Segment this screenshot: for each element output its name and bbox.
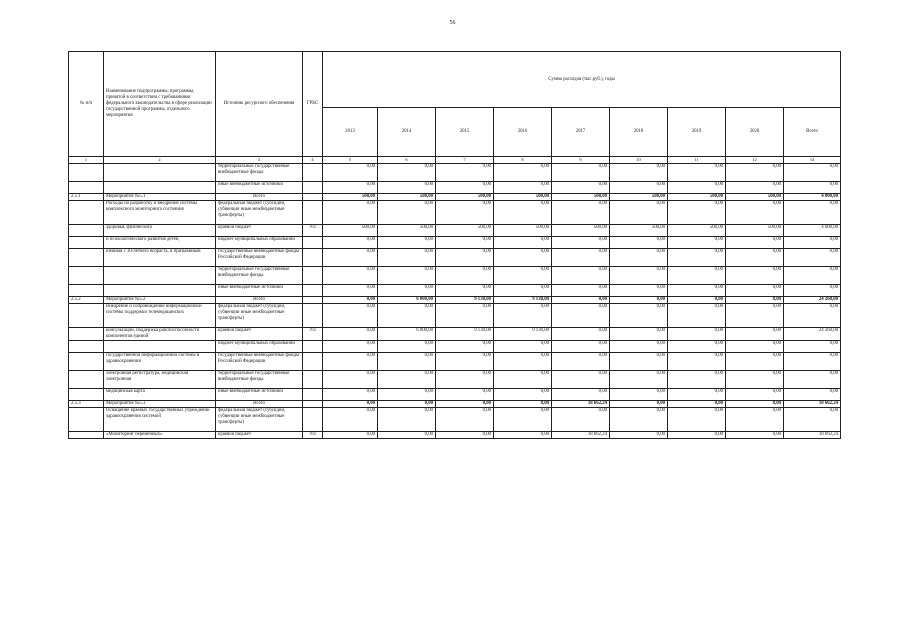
row-value: 0,00 xyxy=(436,267,494,285)
row-value: 6 000,00 xyxy=(378,297,436,304)
row-description xyxy=(104,182,216,194)
row-description: Оснащение краевых государственных учреждений здравоохранения системой xyxy=(104,408,216,432)
row-description: Мероприятие №5.1 xyxy=(104,194,216,201)
row-value: 0,00 xyxy=(610,371,668,389)
row-value: 0,00 xyxy=(378,353,436,371)
header-year-total: Всего xyxy=(784,108,841,157)
row-description: и психологического развития детей, xyxy=(104,237,216,249)
row-value: 0,00 xyxy=(668,249,726,267)
row-index xyxy=(69,285,104,297)
row-value-total: 0,00 xyxy=(784,408,841,432)
row-value: 0,00 xyxy=(552,371,610,389)
row-index xyxy=(69,249,104,267)
row-value: 0,00 xyxy=(494,389,552,401)
row-description: Мероприятие №5.3 xyxy=(104,401,216,408)
row-value-total: 0,00 xyxy=(784,201,841,225)
row-index xyxy=(69,371,104,389)
row-index xyxy=(69,408,104,432)
row-source: Всего xyxy=(216,297,303,304)
row-value: 0,00 xyxy=(323,341,378,353)
row-source: бюджет муниципальных образований xyxy=(216,341,303,353)
row-value: 0,00 xyxy=(726,371,784,389)
row-value: 0,00 xyxy=(610,249,668,267)
row-value: 0,00 xyxy=(610,353,668,371)
row-grbs xyxy=(303,267,323,285)
row-value: 0,00 xyxy=(726,408,784,432)
row-value: 0,00 xyxy=(494,371,552,389)
column-number: 14 xyxy=(784,157,841,164)
row-value: 0,00 xyxy=(436,401,494,408)
row-value: 0,00 xyxy=(378,164,436,182)
row-description xyxy=(104,285,216,297)
row-source: Всего xyxy=(216,194,303,201)
row-description: государственной информационной системы в здравоохранении xyxy=(104,353,216,371)
row-value-total: 0,00 xyxy=(784,304,841,328)
column-number: 2 xyxy=(104,157,216,164)
row-value: 500,00 xyxy=(494,194,552,201)
row-value: 0,00 xyxy=(378,285,436,297)
row-value: 0,00 xyxy=(552,267,610,285)
row-value: 0,00 xyxy=(378,389,436,401)
row-index xyxy=(69,164,104,182)
row-source: федеральный бюджет (субсидии, субвенции иные межбюджетные трансферты) xyxy=(216,408,303,432)
row-value: 500,00 xyxy=(552,194,610,201)
header-year: 2017 xyxy=(552,108,610,157)
row-value: 0,00 xyxy=(436,353,494,371)
row-value: 6 000,00 xyxy=(378,328,436,341)
row-value: 0,00 xyxy=(323,249,378,267)
row-value: 0,00 xyxy=(378,371,436,389)
row-index: 2.5.2 xyxy=(69,297,104,304)
row-value: 0,00 xyxy=(436,249,494,267)
column-number: 4 xyxy=(303,157,323,164)
row-value: 0,00 xyxy=(494,182,552,194)
row-value: 0,00 xyxy=(436,201,494,225)
row-value: 500,00 xyxy=(378,194,436,201)
row-value: 0,00 xyxy=(552,164,610,182)
row-grbs xyxy=(303,304,323,328)
table-row xyxy=(69,408,841,432)
row-value: 0,00 xyxy=(436,182,494,194)
row-value: 500,00 xyxy=(494,225,552,237)
row-value: 0,00 xyxy=(323,371,378,389)
table-row xyxy=(69,267,841,285)
row-description: начиная с 10-летнего возраста, и призывников xyxy=(104,249,216,267)
row-source: иные внебюджетные источники xyxy=(216,285,303,297)
row-value: 0,00 xyxy=(436,371,494,389)
row-value: 0,00 xyxy=(436,432,494,439)
row-value: 9 130,00 xyxy=(436,328,494,341)
header-index: № п/п xyxy=(69,52,104,157)
row-index xyxy=(69,432,104,439)
row-value-total: 24 260,00 xyxy=(784,297,841,304)
row-value: 0,00 xyxy=(323,267,378,285)
row-value: 0,00 xyxy=(378,201,436,225)
row-value: 0,00 xyxy=(668,267,726,285)
table-row xyxy=(69,201,841,225)
row-value: 0,00 xyxy=(323,401,378,408)
header-sum: Сумма расходов (тыс.руб.), годы xyxy=(323,52,841,108)
row-value: 0,00 xyxy=(378,304,436,328)
column-number: 7 xyxy=(436,157,494,164)
column-number: 3 xyxy=(216,157,303,164)
page-number: 56 xyxy=(449,20,456,26)
row-value: 500,00 xyxy=(552,225,610,237)
row-value: 9 130,00 xyxy=(494,328,552,341)
row-source: иные внебюджетные источники xyxy=(216,389,303,401)
table-row xyxy=(69,182,841,194)
row-grbs xyxy=(303,371,323,389)
row-value: 500,00 xyxy=(668,194,726,201)
row-value: 0,00 xyxy=(726,341,784,353)
row-value: 0,00 xyxy=(494,201,552,225)
table-row xyxy=(69,164,841,182)
row-grbs xyxy=(303,249,323,267)
row-value: 500,00 xyxy=(610,225,668,237)
row-value: 0,00 xyxy=(726,201,784,225)
row-grbs xyxy=(303,201,323,225)
table-row xyxy=(69,225,841,237)
row-value: 0,00 xyxy=(610,341,668,353)
table-row xyxy=(69,371,841,389)
row-source: иные внебюджетные источники xyxy=(216,182,303,194)
row-value: 0,00 xyxy=(378,341,436,353)
row-value: 500,00 xyxy=(323,225,378,237)
row-grbs xyxy=(303,237,323,249)
row-value: 0,00 xyxy=(436,237,494,249)
row-index xyxy=(69,225,104,237)
column-number: 8 xyxy=(494,157,552,164)
row-index xyxy=(69,353,104,371)
row-value: 0,00 xyxy=(610,285,668,297)
row-description: консультаций, поддержка работоспособности компонентов единой xyxy=(104,328,216,341)
row-value-total: 0,00 xyxy=(784,164,841,182)
row-description: медицинская карта xyxy=(104,389,216,401)
row-source: федеральный бюджет (субсидии, субвенции иные межбюджетные трансферты) xyxy=(216,304,303,328)
row-grbs xyxy=(303,285,323,297)
row-grbs xyxy=(303,389,323,401)
row-value: 0,00 xyxy=(668,389,726,401)
row-description xyxy=(104,341,216,353)
header-year: 2020 xyxy=(726,108,784,157)
row-value: 0,00 xyxy=(436,389,494,401)
activity-total-row xyxy=(69,194,841,201)
row-value: 0,00 xyxy=(668,432,726,439)
row-value: 0,00 xyxy=(494,304,552,328)
row-value-total: 18 662,24 xyxy=(784,401,841,408)
column-number: 12 xyxy=(726,157,784,164)
row-value: 0,00 xyxy=(552,341,610,353)
row-value: 0,00 xyxy=(668,182,726,194)
table-row xyxy=(69,237,841,249)
row-grbs: 761 xyxy=(303,225,323,237)
row-value: 0,00 xyxy=(668,408,726,432)
row-value: 0,00 xyxy=(668,341,726,353)
row-value: 0,00 xyxy=(494,285,552,297)
row-grbs xyxy=(303,408,323,432)
row-description: Расходы на разработку и внедрение системы комплексного мониторинга состояния xyxy=(104,201,216,225)
column-number-row xyxy=(69,157,841,164)
table-row xyxy=(69,328,841,341)
row-index xyxy=(69,237,104,249)
row-grbs xyxy=(303,297,323,304)
row-value: 0,00 xyxy=(323,297,378,304)
column-number: 9 xyxy=(552,157,610,164)
row-source: Всего xyxy=(216,401,303,408)
row-value: 0,00 xyxy=(552,182,610,194)
row-value: 500,00 xyxy=(436,194,494,201)
table-row xyxy=(69,341,841,353)
header-year: 2015 xyxy=(436,108,494,157)
row-value: 0,00 xyxy=(610,432,668,439)
row-grbs xyxy=(303,194,323,201)
row-value: 0,00 xyxy=(378,267,436,285)
row-value: 0,00 xyxy=(552,237,610,249)
row-value-total: 18 662,24 xyxy=(784,432,841,439)
row-value: 0,00 xyxy=(494,249,552,267)
row-grbs xyxy=(303,341,323,353)
row-index: 2.5.1 xyxy=(69,194,104,201)
row-value: 0,00 xyxy=(323,201,378,225)
row-source: территориальные государственные внебюджетные фонды xyxy=(216,164,303,182)
row-description xyxy=(104,164,216,182)
table-row xyxy=(69,285,841,297)
row-source: территориальные государственные внебюджетные фонды xyxy=(216,267,303,285)
row-value: 0,00 xyxy=(436,408,494,432)
row-value: 0,00 xyxy=(668,285,726,297)
row-value: 0,00 xyxy=(378,249,436,267)
row-grbs: 761 xyxy=(303,328,323,341)
row-value-total: 0,00 xyxy=(784,285,841,297)
row-value: 0,00 xyxy=(494,353,552,371)
row-value: 0,00 xyxy=(610,237,668,249)
row-value: 0,00 xyxy=(378,432,436,439)
row-value: 500,00 xyxy=(378,225,436,237)
header-grbs: ГРБС xyxy=(303,52,323,157)
row-value: 0,00 xyxy=(552,304,610,328)
row-source: государственные внебюджетные фонды Российской Федерации xyxy=(216,353,303,371)
row-value: 0,00 xyxy=(552,297,610,304)
row-value: 0,00 xyxy=(494,432,552,439)
column-number: 5 xyxy=(323,157,378,164)
row-value: 0,00 xyxy=(726,304,784,328)
row-value: 0,00 xyxy=(323,408,378,432)
row-source: федеральный бюджет (субсидии, субвенции иные межбюджетные трансферты) xyxy=(216,201,303,225)
row-value: 0,00 xyxy=(552,328,610,341)
row-index xyxy=(69,328,104,341)
row-grbs xyxy=(303,164,323,182)
row-value-total: 4 000,00 xyxy=(784,225,841,237)
row-value: 0,00 xyxy=(726,267,784,285)
row-value: 0,00 xyxy=(552,353,610,371)
row-value: 0,00 xyxy=(323,285,378,297)
row-index xyxy=(69,304,104,328)
row-index xyxy=(69,267,104,285)
row-value: 0,00 xyxy=(726,297,784,304)
column-number: 1 xyxy=(69,157,104,164)
row-value: 0,00 xyxy=(436,285,494,297)
header-year: 2018 xyxy=(610,108,668,157)
column-number: 10 xyxy=(610,157,668,164)
header-year: 2013 xyxy=(323,108,378,157)
row-value: 0,00 xyxy=(610,201,668,225)
header-year: 2019 xyxy=(668,108,726,157)
row-description: «Мониторинг беременных» xyxy=(104,432,216,439)
row-value: 0,00 xyxy=(494,401,552,408)
row-value: 0,00 xyxy=(610,164,668,182)
row-value: 0,00 xyxy=(668,328,726,341)
row-index xyxy=(69,201,104,225)
row-value: 0,00 xyxy=(494,341,552,353)
row-value: 0,00 xyxy=(323,353,378,371)
table-row xyxy=(69,249,841,267)
header-year: 2014 xyxy=(378,108,436,157)
row-index xyxy=(69,182,104,194)
row-value: 0,00 xyxy=(726,401,784,408)
row-value: 0,00 xyxy=(726,182,784,194)
row-value: 0,00 xyxy=(668,353,726,371)
row-value-total: 0,00 xyxy=(784,249,841,267)
header-year: 2016 xyxy=(494,108,552,157)
row-value: 0,00 xyxy=(436,341,494,353)
row-value: 18 662,24 xyxy=(552,432,610,439)
table-row xyxy=(69,353,841,371)
row-value: 0,00 xyxy=(323,164,378,182)
row-value: 0,00 xyxy=(668,237,726,249)
row-value: 0,00 xyxy=(323,304,378,328)
table-row xyxy=(69,389,841,401)
row-value: 0,00 xyxy=(668,164,726,182)
row-value-total: 24 260,00 xyxy=(784,328,841,341)
row-value: 0,00 xyxy=(494,237,552,249)
row-value: 0,00 xyxy=(668,371,726,389)
row-value: 0,00 xyxy=(323,328,378,341)
row-value: 0,00 xyxy=(323,432,378,439)
row-value: 0,00 xyxy=(726,237,784,249)
row-value: 0,00 xyxy=(436,304,494,328)
row-value-total: 0,00 xyxy=(784,341,841,353)
row-value: 0,00 xyxy=(552,408,610,432)
row-description: Мероприятие №5.2 xyxy=(104,297,216,304)
row-description: здоровья, физического xyxy=(104,225,216,237)
row-value-total: 0,00 xyxy=(784,389,841,401)
row-value: 9 130,00 xyxy=(436,297,494,304)
row-value: 0,00 xyxy=(552,201,610,225)
row-grbs xyxy=(303,401,323,408)
row-value: 500,00 xyxy=(323,194,378,201)
row-value: 0,00 xyxy=(378,182,436,194)
row-value: 500,00 xyxy=(436,225,494,237)
row-value-total: 0,00 xyxy=(784,182,841,194)
row-value: 0,00 xyxy=(494,408,552,432)
row-value: 500,00 xyxy=(726,194,784,201)
table-row xyxy=(69,304,841,328)
table-body xyxy=(69,164,841,439)
row-value: 0,00 xyxy=(552,249,610,267)
row-value: 0,00 xyxy=(726,432,784,439)
row-value: 0,00 xyxy=(726,164,784,182)
header-name: Наименование подпрограммы, программы, принятой в соответствии с требованиями федерального законодательства в сфере реализации государственной программы, отдельного мероприятия xyxy=(104,52,216,157)
row-value: 0,00 xyxy=(668,297,726,304)
row-description: электронная регистратура, медицинская электронная xyxy=(104,371,216,389)
row-value: 0,00 xyxy=(378,237,436,249)
header-source: Источник ресурсного обеспечения xyxy=(216,52,303,157)
row-value: 0,00 xyxy=(552,285,610,297)
row-value-total: 0,00 xyxy=(784,353,841,371)
row-value: 0,00 xyxy=(378,401,436,408)
row-value: 0,00 xyxy=(610,182,668,194)
activity-total-row xyxy=(69,297,841,304)
row-value: 0,00 xyxy=(668,304,726,328)
row-grbs xyxy=(303,182,323,194)
row-value: 500,00 xyxy=(668,225,726,237)
table-row xyxy=(69,432,841,439)
row-source: территориальные государственные внебюджетные фонды xyxy=(216,371,303,389)
row-source: краевой бюджет xyxy=(216,328,303,341)
row-index xyxy=(69,341,104,353)
row-value: 0,00 xyxy=(323,389,378,401)
row-value: 9 130,00 xyxy=(494,297,552,304)
activity-total-row xyxy=(69,401,841,408)
row-source: бюджет муниципальных образований xyxy=(216,237,303,249)
row-value-total: 0,00 xyxy=(784,371,841,389)
row-value: 0,00 xyxy=(610,304,668,328)
row-grbs xyxy=(303,353,323,371)
row-value: 0,00 xyxy=(494,267,552,285)
row-index: 2.5.3 xyxy=(69,401,104,408)
row-source: краевой бюджет xyxy=(216,225,303,237)
row-value: 0,00 xyxy=(668,201,726,225)
row-value: 0,00 xyxy=(726,249,784,267)
row-value: 0,00 xyxy=(610,297,668,304)
row-value: 500,00 xyxy=(610,194,668,201)
row-value: 500,00 xyxy=(726,225,784,237)
row-value: 0,00 xyxy=(436,164,494,182)
row-value-total: 0,00 xyxy=(784,267,841,285)
row-value: 0,00 xyxy=(610,401,668,408)
row-value: 0,00 xyxy=(726,389,784,401)
row-description xyxy=(104,267,216,285)
row-value: 0,00 xyxy=(552,389,610,401)
row-value: 0,00 xyxy=(726,353,784,371)
row-value: 0,00 xyxy=(494,164,552,182)
row-value: 0,00 xyxy=(378,408,436,432)
row-value: 0,00 xyxy=(610,267,668,285)
row-value: 0,00 xyxy=(610,408,668,432)
column-number: 11 xyxy=(668,157,726,164)
row-value: 0,00 xyxy=(668,401,726,408)
row-value: 0,00 xyxy=(323,237,378,249)
row-source: государственные внебюджетные фонды Российской Федерации xyxy=(216,249,303,267)
row-value-total: 4 000,00 xyxy=(784,194,841,201)
row-source: краевой бюджет xyxy=(216,432,303,439)
row-value: 0,00 xyxy=(726,328,784,341)
row-value-total: 0,00 xyxy=(784,237,841,249)
row-description: Внедрение и сопровождение информационной системы поддержки телемедицинских xyxy=(104,304,216,328)
row-grbs: 761 xyxy=(303,432,323,439)
row-value: 0,00 xyxy=(323,182,378,194)
row-value: 0,00 xyxy=(610,328,668,341)
budget-table xyxy=(68,51,841,439)
row-value: 18 662,24 xyxy=(552,401,610,408)
row-value: 0,00 xyxy=(610,389,668,401)
row-value: 0,00 xyxy=(726,285,784,297)
column-number: 6 xyxy=(378,157,436,164)
row-index xyxy=(69,389,104,401)
